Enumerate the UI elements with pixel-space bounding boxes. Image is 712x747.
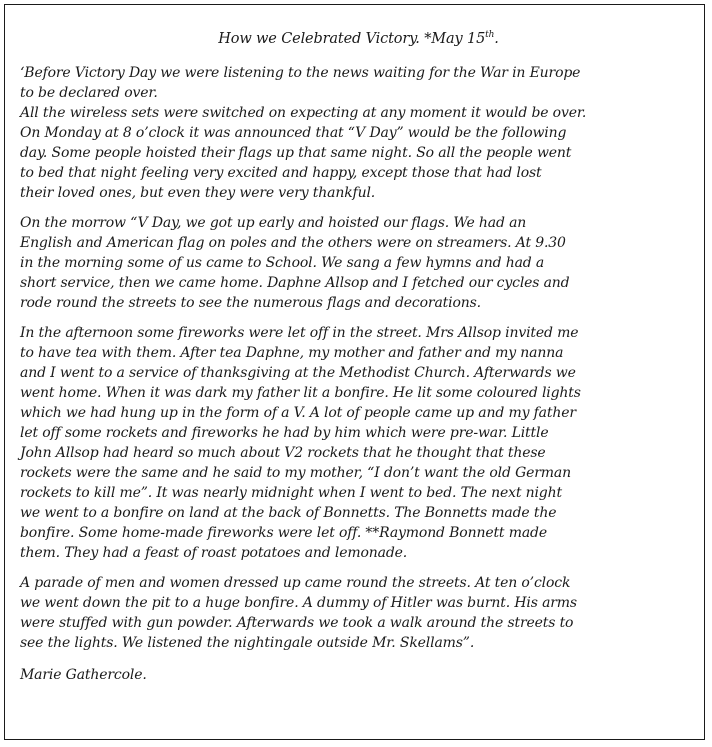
text-line: let off some rockets and fireworks he had by him which were pre-war. Little — [20, 425, 549, 441]
text-line: John Allsop had heard so much about V2 rockets that he thought that these — [20, 445, 546, 461]
text-line: in the morning some of us came to School. We sang a few hymns and had a — [20, 255, 545, 271]
text-line: bonfire. Some home-made fireworks were let off. **Raymond Bonnett made — [20, 525, 547, 541]
text-line: rockets to kill me”. It was nearly midnight when I went to bed. The next night — [20, 485, 562, 501]
author-signature: Marie Gathercole. — [20, 667, 147, 683]
text-line: and I went to a service of thanksgiving at the Methodist Church. Afterwards we — [20, 365, 576, 381]
text-line: short service, then we came home. Daphne Allsop and I fetched our cycles and — [20, 275, 570, 291]
text-line: them. They had a feast of roast potatoes and lemonade. — [20, 545, 408, 561]
text-line: A parade of men and women dressed up came round the streets. At ten o’clock — [20, 575, 571, 591]
document-title — [20, 29, 697, 49]
text-line: went home. When it was dark my father lit a bonfire. He lit some coloured lights — [20, 385, 581, 401]
text-line: which we had hung up in the form of a V. A lot of people came up and my father — [20, 405, 576, 421]
title-suffix: . — [494, 31, 499, 47]
document-border — [4, 4, 705, 740]
paragraph-3 — [20, 323, 697, 563]
text-line: In the afternoon some fireworks were let off in the street. Mrs Allsop invited me — [20, 325, 579, 341]
text-line: we went down the pit to a huge bonfire. A dummy of Hitler was burnt. His arms — [20, 595, 577, 611]
text-line: to have tea with them. After tea Daphne, my mother and father and my nanna — [20, 345, 564, 361]
text-line: English and American flag on poles and the others were on streamers. At 9.30 — [20, 235, 566, 251]
text-line: rode round the streets to see the numerous flags and decorations. — [20, 295, 481, 311]
paragraph-2 — [20, 213, 697, 313]
text-line: ‘Before Victory Day we were listening to the news waiting for the War in Europe — [20, 65, 581, 81]
paragraph-4 — [20, 573, 697, 653]
paragraph-1 — [20, 63, 697, 203]
text-line: rockets were the same and he said to my mother, “I don’t want the old German — [20, 465, 571, 481]
title-superscript: th — [485, 30, 495, 41]
text-line: day. Some people hoisted their flags up that same night. So all the people went — [20, 145, 572, 161]
text-line: their loved ones, but even they were very thankful. — [20, 185, 376, 201]
text-line: All the wireless sets were switched on expecting at any moment it would be over. — [20, 105, 587, 121]
title-text: How we Celebrated Victory. *May 15 — [218, 31, 486, 47]
document-page — [20, 29, 697, 685]
text-line: were stuffed with gun powder. Afterwards we took a walk around the streets to — [20, 615, 574, 631]
text-line: to bed that night feeling very excited and happy, except those that had lost — [20, 165, 542, 181]
text-line: On the morrow “V Day, we got up early and hoisted our flags. We had an — [20, 215, 527, 231]
text-line: On Monday at 8 o’clock it was announced that “V Day” would be the following — [20, 125, 567, 141]
text-line: see the lights. We listened the nightingale outside Mr. Skellams”. — [20, 635, 475, 651]
text-line: we went to a bonfire on land at the back of Bonnetts. The Bonnetts made the — [20, 505, 557, 521]
text-line: to be declared over. — [20, 85, 158, 101]
